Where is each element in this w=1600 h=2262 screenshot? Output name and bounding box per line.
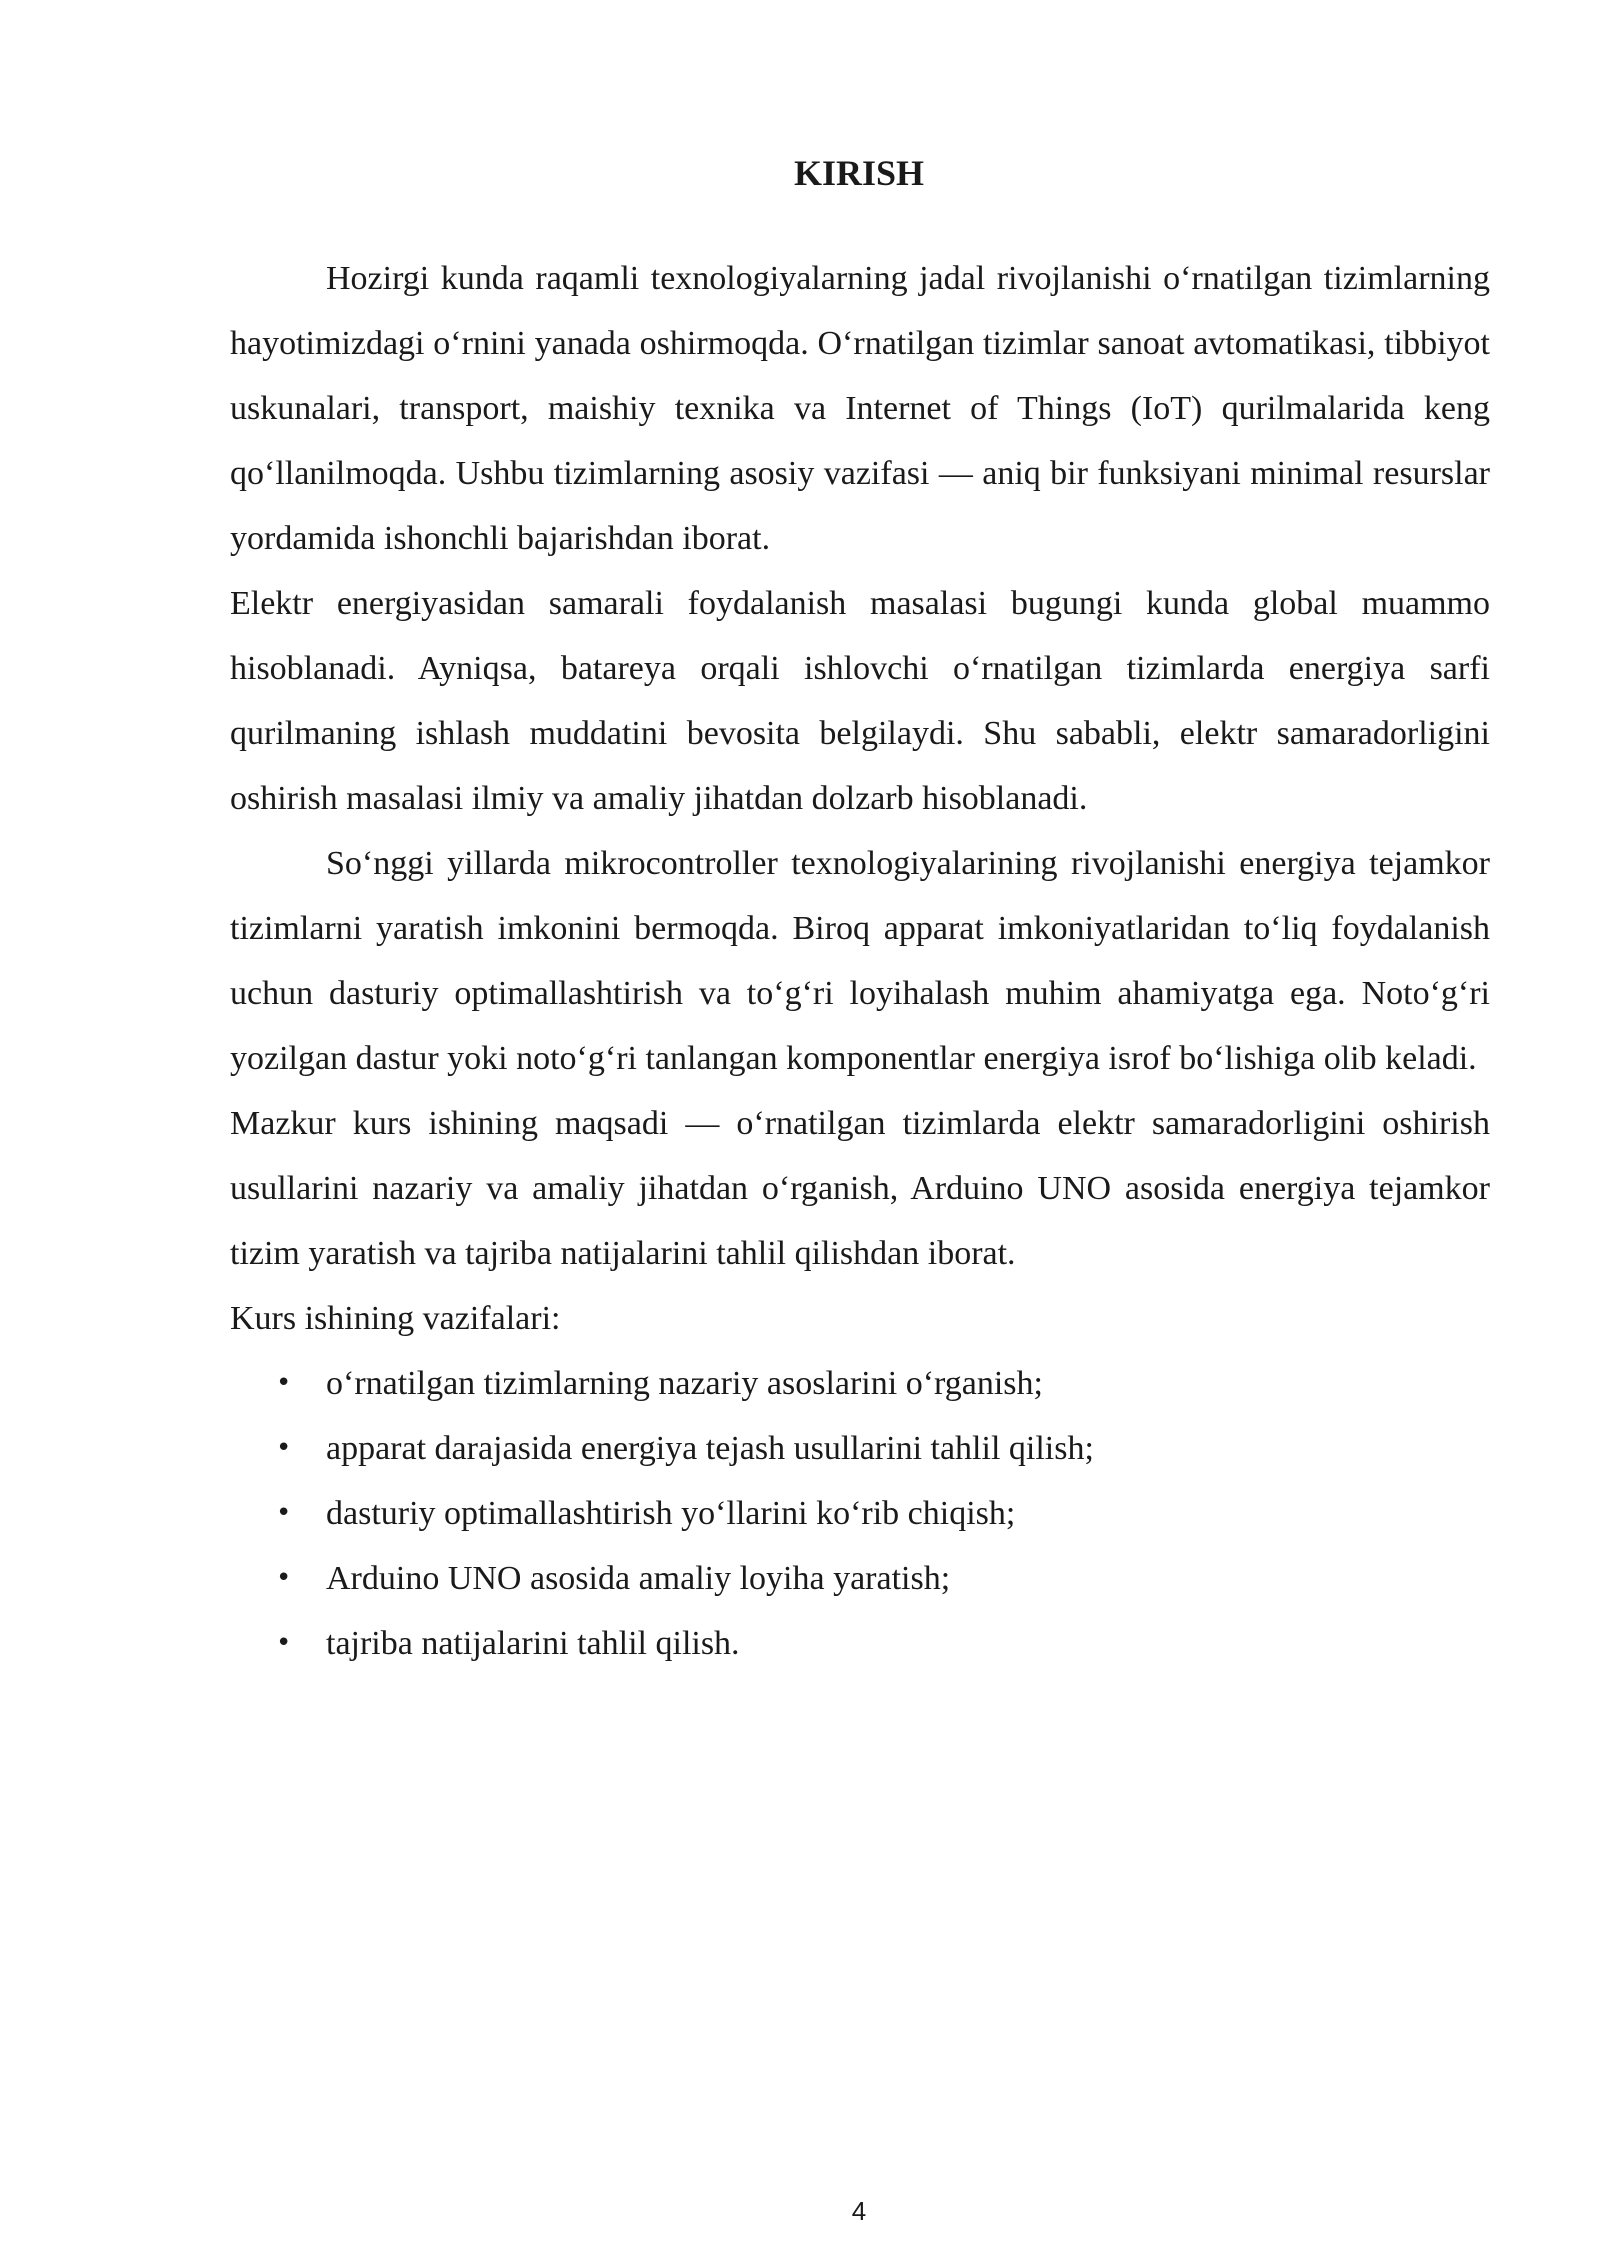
- list-item: [230, 1546, 1490, 1611]
- task-text: apparat darajasida energiya tejash usullarini tahlil qilish;: [326, 1430, 1094, 1467]
- bullet-icon: •: [276, 1498, 292, 1528]
- list-item: [230, 1351, 1490, 1416]
- list-item: [230, 1611, 1490, 1676]
- tasks-heading: Kurs ishining vazifalari:: [230, 1300, 561, 1337]
- bullet-icon: •: [276, 1563, 292, 1593]
- paragraph-intro: Hozirgi kunda raqamli texnologiyalarning jadal rivojlanishi o‘rnatilgan tizimlarning hayotimizdagi o‘rnini yanada oshirmoqda. O‘rnatilgan tizimlar sanoat avtomatikasi, tibbiyot uskunalari, transport, maishiy texnika va Internet of Things (IoT) qurilmalarida keng qo‘llanilmoqda. Ushbu tizimlarning asosiy vazifasi — aniq bir funksiyani minimal resurslar yordamida ishonchli bajarishdan iborat.: [230, 260, 1490, 557]
- page-number: 4: [851, 2196, 867, 2226]
- tasks-list: [230, 1351, 1490, 1676]
- bullet-icon: •: [276, 1628, 292, 1658]
- bullet-icon: •: [276, 1368, 292, 1398]
- list-item: [230, 1416, 1490, 1481]
- document-body: [230, 246, 1490, 1676]
- task-text: Arduino UNO asosida amaliy loyiha yaratish;: [326, 1560, 951, 1597]
- task-text: tajriba natijalarini tahlil qilish.: [326, 1625, 740, 1662]
- paragraph-energy: Elektr energiyasidan samarali foydalanish masalasi bugungi kunda global muammo hisoblanadi. Ayniqsa, batareya orqali ishlovchi o‘rnatilgan tizimlarda energiya sarfi qurilmaning ishlash muddatini bevosita belgilaydi. Shu sababli, elektr samaradorligini oshirish masalasi ilmiy va amaliy jihatdan dolzarb hisoblanadi.: [230, 585, 1490, 817]
- task-text: o‘rnatilgan tizimlarning nazariy asoslarini o‘rganish;: [326, 1365, 1043, 1402]
- bullet-icon: •: [276, 1433, 292, 1463]
- page-title: KIRISH: [793, 153, 925, 193]
- task-text: dasturiy optimallashtirish yo‘llarini ko‘rib chiqish;: [326, 1495, 1016, 1532]
- list-item: [230, 1481, 1490, 1546]
- paragraph-goal: Mazkur kurs ishining maqsadi — o‘rnatilgan tizimlarda elektr samaradorligini oshirish usullarini nazariy va amaliy jihatdan o‘rganish, Arduino UNO asosida energiya tejamkor tizim yaratish va tajriba natijalarini tahlil qilishdan iborat.: [230, 1105, 1490, 1272]
- paragraph-microcontroller: So‘nggi yillarda mikrocontroller texnologiyalarining rivojlanishi energiya tejamkor tizimlarni yaratish imkonini bermoqda. Biroq apparat imkoniyatlaridan to‘liq foydalanish uchun dasturiy optimallashtirish va to‘g‘ri loyihalash muhim ahamiyatga ega. Noto‘g‘ri yozilgan dastur yoki noto‘g‘ri tanlangan komponentlar energiya isrof bo‘lishiga olib keladi.: [230, 845, 1490, 1077]
